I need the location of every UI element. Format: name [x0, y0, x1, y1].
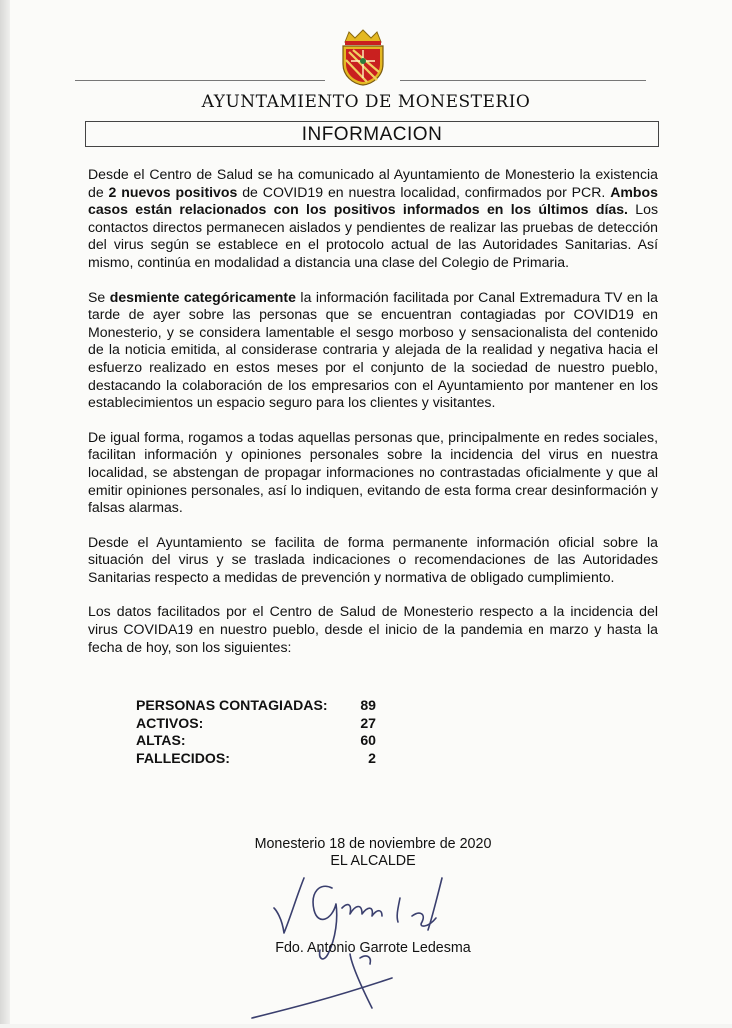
- place-and-date: Monesterio 18 de noviembre de 2020: [254, 836, 492, 852]
- paragraph-text: Los datos facilitados por el Centro de Salud de Monesterio respecto a la incidencia del virus COVIDA19 en nuestro pueblo, desde el inicio de la pandemia en marzo y hasta la fecha de hoy, son los siguientes:: [88, 603, 658, 655]
- crest-crown: [345, 30, 381, 42]
- paragraph-text: Los contactos directos permanecen aislados y pendientes de realizar las pruebas de detección del virus según se establece en el protocolo actual de las Autoridades Sanitarias. Así mismo, continúa en modalidad a distancia una clase del Colegio de Primaria.: [88, 201, 658, 270]
- paragraph-text: Desde el Centro de Salud se ha comunicado al Ayuntamiento de Monesterio la existencia de: [88, 166, 658, 200]
- crest-crown-band: [345, 41, 381, 45]
- stat-label: ACTIVOS:: [136, 714, 204, 731]
- emphasized-text: Ambos casos están relacionados con los positivos informados en los últimos días.: [88, 183, 658, 218]
- page-fold-shadow: [0, 0, 10, 1024]
- stat-row: [136, 715, 376, 733]
- stat-row: [136, 732, 376, 750]
- stat-value: 2: [368, 749, 376, 766]
- header-rule-left: [75, 80, 325, 81]
- paragraph-text: la información facilitada por Canal Extremadura TV en la tarde de ayer sobre las personas que se encuentran contagiadas por COVID19 en Monesterio, y se considera lamentable el sesgo morboso y sensacionalista del contenido de la noticia emitida, al considerase contraria y alejada de la realidad y negativa hacia el esfuerzo realizado en estos meses por el conjunto de la sociedad de nuestro pueblo, destacando la colaboración de los empresarios con el Ayuntamiento por mantener en los establecimientos un espacio seguro para los clientes y visitantes.: [88, 288, 659, 411]
- stat-row: [136, 697, 376, 715]
- mayor-title: EL ALCALDE: [330, 853, 416, 869]
- signatory-name: Fdo. Antonio Garrote Ledesma: [275, 940, 471, 956]
- stat-label: FALLECIDOS:: [136, 749, 230, 766]
- emphasized-text: 2 nuevos positivos: [108, 183, 238, 200]
- body-paragraph: [88, 429, 658, 517]
- body-paragraph: [88, 603, 658, 656]
- stat-label: ALTAS:: [136, 732, 186, 749]
- section-title-box: INFORMACION: [85, 121, 659, 147]
- body-paragraph: [88, 289, 658, 412]
- stat-row: [136, 750, 376, 768]
- paragraph-text: De igual forma, rogamos a todas aquellas personas que, principalmente en redes sociales, facilitan información y opiniones personales sobre la incidencia del virus en nuestra localidad, se abstengan de propagar informaciones no contrastadas oficialmente y que al emitir opiniones personales, así lo indiquen, evitando de esta forma crear desinformación y falsas alarmas.: [88, 428, 658, 516]
- crest-center-boss: [360, 58, 366, 64]
- stat-value: 89: [360, 697, 376, 713]
- paragraph-text: Desde el Ayuntamiento se facilita de forma permanente información oficial sobre la situación del virus y se traslada indicaciones o recomendaciones de las Autoridades Sanitarias respecto a medidas de prevención y normativa de obligado cumplimiento.: [88, 533, 658, 585]
- paragraph-text: Se: [88, 288, 110, 305]
- municipal-crest-logo: [337, 28, 389, 86]
- header-rule-right: [400, 80, 646, 81]
- stat-value: 60: [360, 732, 376, 749]
- body-paragraph: [88, 534, 658, 587]
- paragraph-text: de COVID19 en nuestra localidad, confirmados por PCR.: [237, 183, 611, 200]
- covid-statistics: [136, 697, 376, 767]
- council-name: AYUNTAMIENTO DE MONESTERIO: [201, 92, 531, 112]
- announcement-body: [88, 166, 658, 673]
- body-paragraph: [88, 166, 658, 272]
- emphasized-text: desmiente categóricamente: [109, 288, 296, 305]
- stat-value: 27: [360, 714, 376, 731]
- stat-label: PERSONAS CONTAGIADAS:: [136, 697, 328, 713]
